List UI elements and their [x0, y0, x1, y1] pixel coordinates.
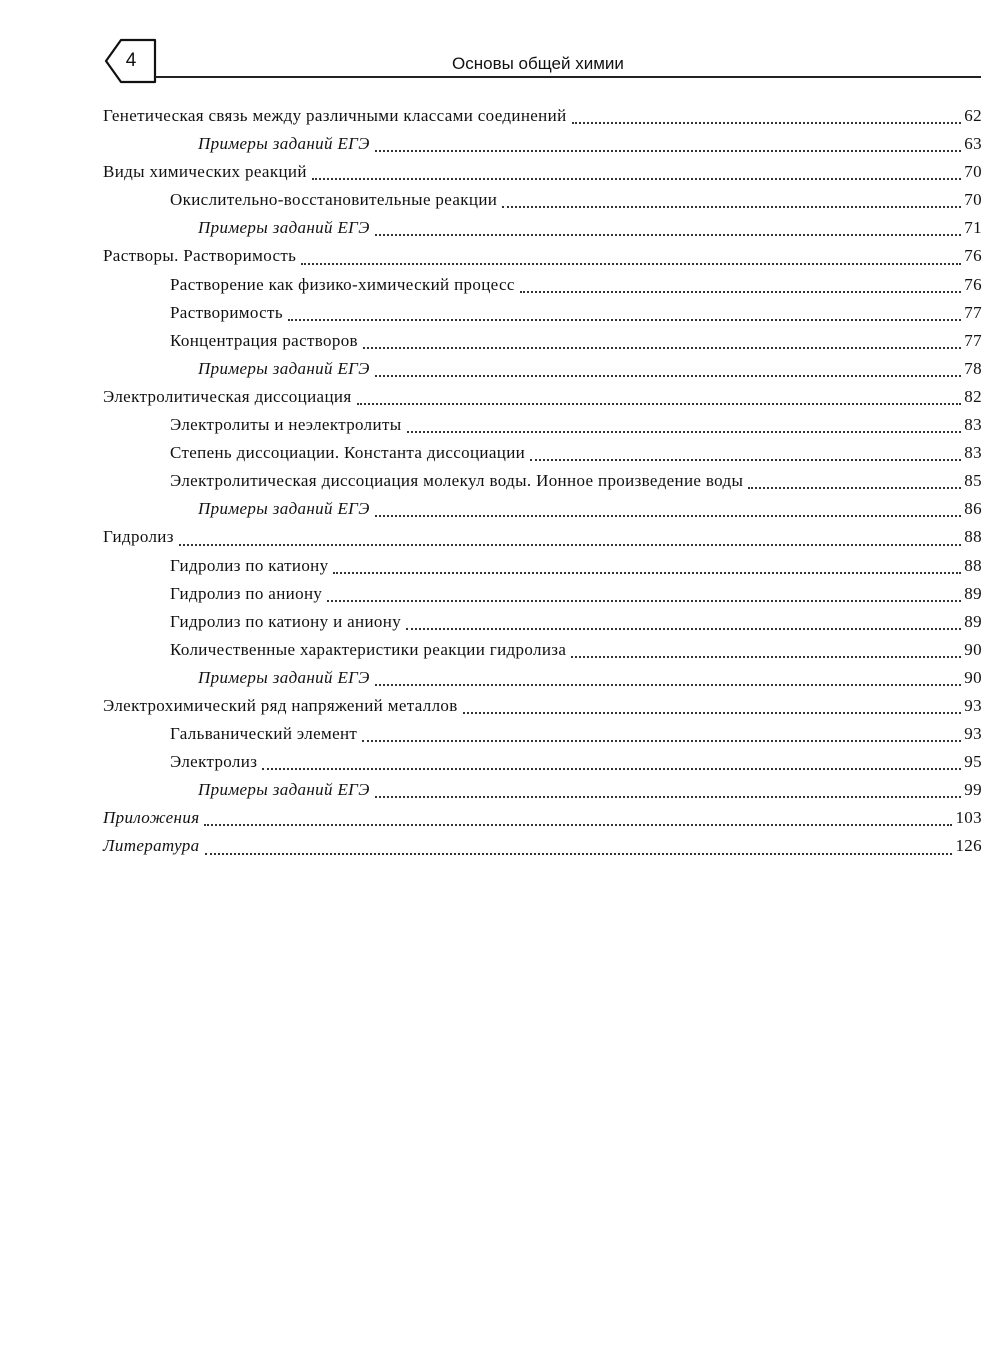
dot-leader: [204, 823, 952, 826]
toc-entry[interactable]: [103, 664, 982, 692]
dot-leader: [312, 177, 962, 180]
running-header-title: Основы общей химии: [452, 54, 624, 73]
toc-entry-page: 82: [964, 386, 982, 406]
toc-entry-page: 99: [964, 780, 982, 800]
toc-entry-title: Виды химических реакций: [103, 162, 307, 182]
dot-leader: [520, 290, 962, 293]
toc-entry-title: Электрохимический ряд напряжений металлов: [103, 695, 458, 715]
toc-entry-page: 89: [964, 583, 982, 603]
toc-entry-page: 76: [964, 246, 982, 266]
toc-entry-page: 89: [964, 611, 982, 631]
dot-leader: [205, 852, 953, 855]
toc-entry-title: Примеры заданий ЕГЭ: [198, 499, 370, 519]
toc-entry-page: 63: [964, 134, 982, 154]
toc-entry-title: Гидролиз по катиону и аниону: [170, 611, 402, 631]
header-divider: [155, 76, 981, 78]
toc-entry-page: 76: [964, 274, 982, 294]
toc-entry-page: 103: [955, 808, 982, 828]
toc-entry-page: 95: [964, 752, 982, 772]
toc-entry-title: Приложения: [103, 808, 200, 828]
dot-leader: [530, 458, 961, 461]
toc-entry[interactable]: [103, 776, 982, 804]
toc-entry-page: 70: [964, 190, 982, 210]
toc-entry-page: 93: [964, 724, 982, 744]
toc-entry[interactable]: [103, 552, 982, 580]
toc-entry[interactable]: [103, 580, 982, 608]
toc-entry-page: 83: [964, 443, 982, 463]
toc-entry-page: 77: [964, 302, 982, 322]
toc-entry[interactable]: [103, 523, 982, 551]
toc-entry-page: 90: [964, 639, 982, 659]
table-of-contents: [103, 102, 982, 861]
dot-leader: [375, 795, 962, 798]
toc-entry-page: 70: [964, 162, 982, 182]
dot-leader: [288, 318, 961, 321]
toc-entry[interactable]: [103, 271, 982, 299]
toc-entry-title: Примеры заданий ЕГЭ: [198, 218, 370, 238]
toc-entry-page: 88: [964, 555, 982, 575]
toc-entry[interactable]: [103, 804, 982, 832]
toc-entry-page: 85: [964, 471, 982, 491]
toc-entry[interactable]: [103, 692, 982, 720]
dot-leader: [357, 402, 962, 405]
toc-entry-page: 71: [964, 218, 982, 238]
toc-entry-title: Концентрация растворов: [170, 330, 358, 350]
toc-entry[interactable]: [103, 439, 982, 467]
dot-leader: [375, 514, 962, 517]
dot-leader: [362, 739, 961, 742]
toc-entry[interactable]: [103, 355, 982, 383]
dot-leader: [407, 430, 962, 433]
toc-entry-page: 126: [955, 836, 982, 856]
toc-entry-page: 78: [964, 358, 982, 378]
toc-entry-title: Окислительно-восстановительные реакции: [170, 190, 498, 210]
toc-entry-title: Электролитическая диссоциация: [103, 386, 352, 406]
toc-entry[interactable]: [103, 720, 982, 748]
toc-entry[interactable]: [103, 327, 982, 355]
toc-entry[interactable]: [103, 186, 982, 214]
toc-entry[interactable]: [103, 130, 982, 158]
toc-entry-title: Растворы. Растворимость: [103, 246, 297, 266]
page-number: 4: [125, 50, 137, 71]
dot-leader: [301, 262, 961, 265]
dot-leader: [463, 711, 962, 714]
toc-entry[interactable]: [103, 636, 982, 664]
page-number-badge: [104, 36, 158, 86]
toc-entry-title: Примеры заданий ЕГЭ: [198, 780, 370, 800]
dot-leader: [375, 233, 962, 236]
dot-leader: [262, 767, 961, 770]
dot-leader: [571, 655, 961, 658]
toc-entry-title: Электролитическая диссоциация молекул воды. Ионное произведение воды: [170, 471, 744, 491]
toc-entry-page: 93: [964, 695, 982, 715]
toc-entry[interactable]: [103, 214, 982, 242]
toc-entry[interactable]: [103, 608, 982, 636]
toc-entry-title: Гидролиз по катиону: [170, 555, 329, 575]
dot-leader: [333, 571, 961, 574]
toc-entry-title: Электролиты и неэлектролиты: [170, 415, 402, 435]
toc-entry-title: Литература: [103, 836, 200, 856]
toc-entry-title: Степень диссоциации. Константа диссоциации: [170, 443, 526, 463]
dot-leader: [502, 205, 961, 208]
toc-entry-page: 88: [964, 527, 982, 547]
toc-entry-title: Примеры заданий ЕГЭ: [198, 134, 370, 154]
toc-entry-page: 86: [964, 499, 982, 519]
dot-leader: [327, 599, 961, 602]
toc-entry-title: Примеры заданий ЕГЭ: [198, 667, 370, 687]
toc-entry[interactable]: [103, 158, 982, 186]
toc-entry-title: Примеры заданий ЕГЭ: [198, 358, 370, 378]
toc-entry[interactable]: [103, 467, 982, 495]
toc-entry-page: 77: [964, 330, 982, 350]
dot-leader: [748, 486, 961, 489]
toc-entry-title: Количественные характеристики реакции гидролиза: [170, 639, 567, 659]
toc-entry-title: Растворение как физико-химический процесс: [170, 274, 515, 294]
toc-entry[interactable]: [103, 411, 982, 439]
dot-leader: [375, 374, 962, 377]
toc-entry[interactable]: [103, 832, 982, 860]
dot-leader: [375, 683, 962, 686]
dot-leader: [363, 346, 961, 349]
toc-entry-title: Гальванический элемент: [170, 724, 358, 744]
dot-leader: [572, 121, 962, 124]
dot-leader: [406, 627, 961, 630]
dot-leader: [375, 149, 962, 152]
toc-entry-title: Гидролиз по аниону: [170, 583, 323, 603]
toc-entry-title: Растворимость: [170, 302, 283, 322]
toc-entry[interactable]: [103, 102, 982, 130]
toc-entry[interactable]: [103, 495, 982, 523]
toc-entry[interactable]: [103, 299, 982, 327]
toc-entry[interactable]: [103, 748, 982, 776]
toc-entry-title: Электролиз: [170, 752, 258, 772]
toc-entry-title: Генетическая связь между различными классами соединений: [103, 106, 567, 125]
toc-entry[interactable]: [103, 383, 982, 411]
dot-leader: [179, 543, 961, 546]
toc-entry-title: Гидролиз: [103, 527, 174, 547]
toc-entry[interactable]: [103, 242, 982, 270]
toc-entry-page: 90: [964, 667, 982, 687]
toc-entry-page: 83: [964, 415, 982, 435]
toc-entry-page: 62: [964, 106, 982, 125]
